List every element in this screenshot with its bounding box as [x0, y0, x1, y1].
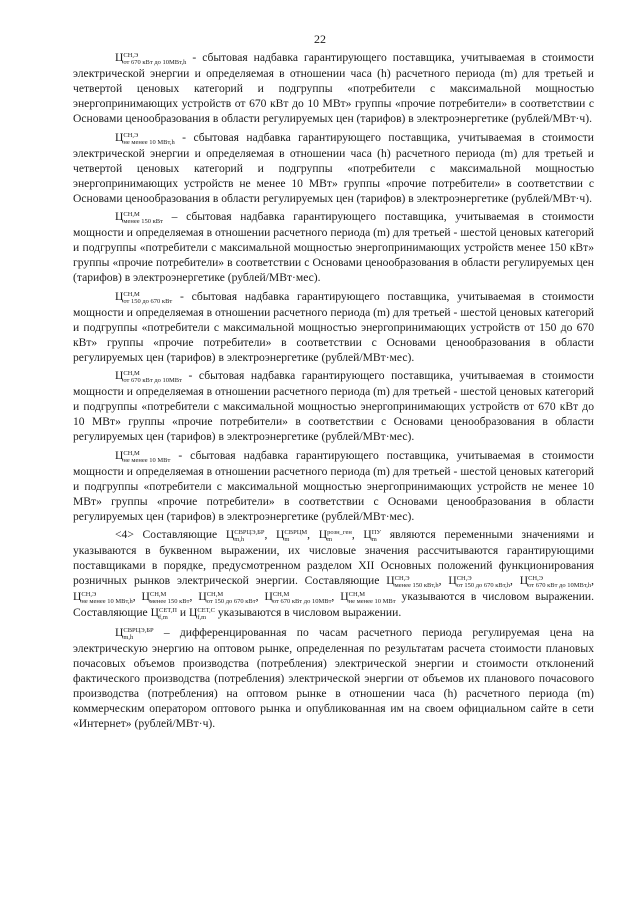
formula-symbol: Ц СН,М менее 150 кВт	[115, 210, 163, 225]
formula-symbol: Ц СН,Э не менее 10 МВт,h	[73, 590, 133, 605]
formula-symbol: Ц СЕТ,С f,m	[188, 606, 215, 621]
formula-symbol: Ц СН,М не менее 10 МВт	[115, 448, 171, 464]
page-number: 22	[314, 32, 326, 46]
formula-symbol: Ц СН,Э не менее 10 МВт,h	[115, 130, 175, 146]
paragraph-text: - сбытовая надбавка гарантирующего поставщика, учитываемая в стоимости мощности и определяемая в отношении расчетного периода (m) для третьей - шестой ценовых категорий и подгруппы «потребители с максимальной мощностью энергопринимающих устройств от 150 до 670 кВт» группы «прочие потребители» в соответствии с Основами ценообразования в области регулируемых цен (тарифов) в электроэнергетике (рублей/МВт·мес).	[73, 289, 594, 364]
paragraph-8	[73, 625, 594, 731]
paragraph-4	[73, 289, 594, 365]
paragraph-text: указываются в числовом выражении. Составляющие	[73, 590, 594, 619]
formula-symbol: Ц СН,М не менее 10 МВт	[340, 590, 396, 605]
formula-symbol: Ц СН,Э от 150 до 670 кВт,h	[448, 574, 510, 589]
formula-symbol: Ц СН,Э менее 150 кВт,h	[386, 574, 439, 589]
paragraph-text: - сбытовая надбавка гарантирующего поставщика, учитываемая в стоимости электрической энергии и определяемая в отношении часа (h) расчетного периода (m) для третьей и четвертой ценовых категорий и подгруппы «потребители с максимальной мощностью энергопринимающих устройств не менее 10 МВт» группы «прочие потребители» в соответствии с Основами ценообразования в области регулируемых цен (тарифов) в электроэнергетике (рублей/МВт·ч).	[73, 130, 594, 205]
paragraph-text: являются переменными значениями и указываются в буквенном выражении, их числовые значения рассчитываются гарантирующими поставщиками в порядке, предусмотренном разделом XII Основных положений функционирования розничных рынков электрической энергии. Составляющие	[73, 528, 595, 587]
footnote-lead: <4> Составляющие	[115, 528, 218, 541]
paragraph-6	[73, 448, 594, 524]
formula-symbol: Ц ПУ m	[363, 528, 382, 543]
formula-symbol: Ц СЕТ,П f,m	[150, 606, 177, 621]
formula-symbol: Ц СВРЦМ m	[276, 528, 308, 543]
formula-symbol: Ц СВРЦЭ,БР m,h	[115, 625, 154, 641]
document-body	[73, 50, 594, 734]
paragraph-1	[73, 50, 594, 126]
formula-symbol: Ц СН,Э от 670 кВт до 10МВт,h	[519, 574, 592, 589]
formula-symbol: Ц СН,Э от 670 кВт до 10МВт,h	[115, 51, 187, 66]
formula-symbol: Ц СН,М от 150 до 670 кВт	[115, 289, 173, 305]
formula-symbol: Ц СН,М от 670 кВт до 10МВт	[115, 369, 182, 384]
paragraph-text: - сбытовая надбавка гарантирующего поставщика, учитываемая в стоимости мощности и определяемая в отношении расчетного периода (m) для третьей - шестой ценовых категорий и подгруппы «потребители с максимальной мощностью энергопринимающих устройств от 670 кВт до 10 МВт» группы «прочие потребители» в соответствии с Основами ценообразования в области регулируемых цен (тарифов) в электроэнергетике (рублей/МВт·мес).	[73, 369, 594, 443]
formula-symbol: Ц СН,М менее 150 кВт	[141, 590, 190, 605]
paragraph-text: указываются в числовом выражении.	[217, 606, 402, 619]
paragraph-7: <4> Составляющие Ц СВРЦЭ,БР m,h , Ц СВРЦМ m , Ц розн_ген m , Ц ПУ m являются переменными значениями и указываются в буквенном выражении, их числовые значения рассчитываются гарантирующими поставщиками в порядке, предусмотренном разделом XII Основных положений функционирования розничных рынков электрической энергии. Составляющие Ц СН,Э менее 150 кВт,h , Ц СН,Э от 150 до 670 кВт,h , Ц СН,Э от 670 кВт до 10МВт,h , Ц СН,Э не менее 10 МВт,h , Ц СН,М менее 150 кВт , Ц СН,М от 150 до 670 кВт , Ц СН,М от 670 кВт до 10МВт , Ц СН,М не менее 10 МВт указываются в числовом выражении. Составляющие Ц СЕТ,П f,m и Ц СЕТ,С f,m указываются в числовом выражении.	[73, 528, 595, 621]
paragraph-3	[73, 209, 594, 285]
paragraph-2	[73, 130, 594, 206]
formula-symbol: Ц СВРЦЭ,БР m,h	[225, 528, 265, 543]
paragraph-text: – сбытовая надбавка гарантирующего поставщика, учитываемая в стоимости мощности и определяемая в отношении расчетного периода (m) для третьей - шестой ценовых категорий и подгруппы «потребители с максимальной мощностью энергопринимающих устройств менее 150 кВт» группы «прочие потребители» в соответствии с Основами ценообразования в области регулируемых цен (тарифов) в электроэнергетике (рублей/МВт·мес).	[73, 210, 594, 284]
paragraph-text: - сбытовая надбавка гарантирующего поставщика, учитываемая в стоимости электрической энергии и определяемая в отношении часа (h) расчетного периода (m) для третьей и четвертой ценовых категорий и подгруппы «потребители с максимальной мощностью энергопринимающих устройств от 670 кВт до 10 МВт» группы «прочие потребители» в соответствии с Основами ценообразования в области регулируемых цен (тарифов) в электроэнергетике (рублей/МВт·ч).	[73, 51, 594, 125]
conjunction: и	[179, 606, 187, 619]
formula-symbol: Ц СН,М от 670 кВт до 10МВт	[264, 590, 332, 605]
formula-symbol: Ц розн_ген m	[318, 528, 352, 543]
paragraph-text: - сбытовая надбавка гарантирующего поставщика, учитываемая в стоимости мощности и определяемая в отношении расчетного периода (m) для третьей - шестой ценовых категорий и подгруппы «потребители с максимальной мощностью энергопринимающих устройств не менее 10 МВт» группы «прочие потребители» в соответствии с Основами ценообразования в области регулируемых цен (тарифов) в электроэнергетике (рублей/МВт·мес).	[73, 448, 594, 523]
formula-symbol: Ц СН,М от 150 до 670 кВт	[198, 590, 256, 605]
paragraph-5	[73, 368, 594, 444]
paragraph-text: – дифференцированная по часам расчетного периода регулируемая цена на электрическую энергию на оптовом рынке, определенная по результатам расчета стоимости плановых почасовых объемов производства (потребления) электрической энергии и стоимости отклонений фактического производства (потребления) электрической энергии от объемов их планового почасового производства (потребления) на оптовом рынке в отношении часа (h) расчетного периода (m) коммерческим оператором оптового рынка и опубликованная им на своем официальном сайте в сети «Интернет» (рублей/МВт·ч).	[73, 625, 594, 730]
